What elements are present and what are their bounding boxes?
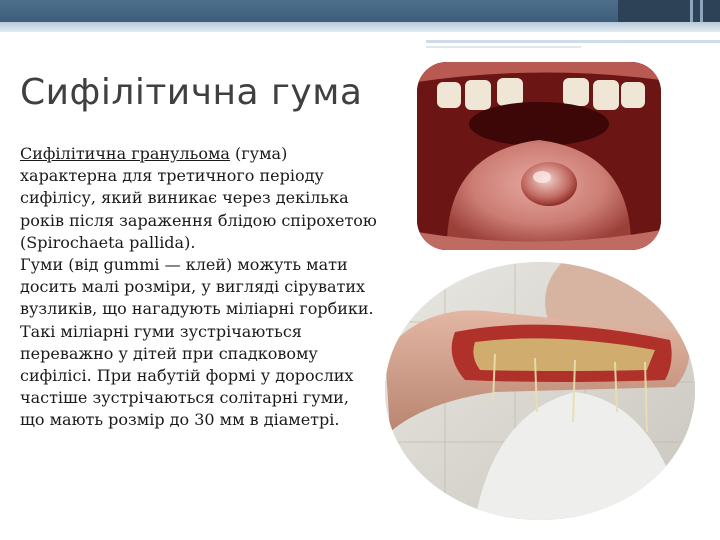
- decorative-rule: [426, 40, 720, 43]
- paragraph-1: [20, 143, 378, 254]
- header-accent-box: [618, 0, 720, 22]
- decorative-rule-short: [426, 46, 581, 48]
- granuloma-link[interactable]: Сифілітична гранульома: [20, 144, 230, 163]
- slide-title: Сифілітична гума: [20, 72, 363, 113]
- paragraph-2: Гуми (від gummi — клей) можуть мати досить малі розміри, у вигляді сіруватих вузликів, що нагадують міліарні горбики. Такі міліарні гуми зустрічаються переважно у дітей при спадковому сифілісі. При набутій формі у дорослих частіше зустрічаються солітарні гуми, що мають розмір до 30 мм в діаметрі.: [20, 255, 374, 430]
- oral-gumma-photo: [417, 62, 661, 250]
- header-band-light: [0, 22, 720, 32]
- slide-body: [20, 143, 378, 432]
- paragraph-1-text: (гума) характерна для третичного періоду сифілісу, який виникає через декілька років після зараження блідою спірохетою (Spirochaeta pallida).: [20, 144, 377, 252]
- header-band: [0, 0, 720, 22]
- forearm-gumma-photo: [385, 262, 695, 520]
